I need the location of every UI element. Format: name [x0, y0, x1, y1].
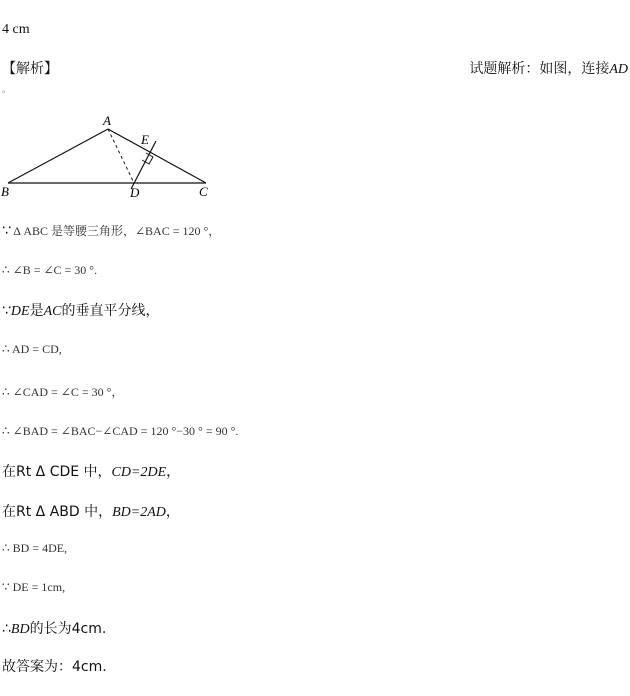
step-5-text: ∠CAD = ∠C = 30 °，: [9, 385, 124, 399]
final-answer: 故答案为：4cm.: [2, 659, 107, 675]
answer-text: 4 cm: [2, 22, 30, 37]
step-8-mid: =2: [130, 505, 148, 520]
step-2-text: ∠B = ∠C = 30 °.: [9, 263, 98, 277]
step-7-b: DE: [147, 465, 167, 480]
step-1-text: Δ ABC 是等腰三角形，∠BAC = 120 °，: [10, 224, 221, 238]
step-5-symbol: ∴: [2, 385, 10, 399]
step-4: [2, 342, 62, 358]
step-3-symbol: ∵: [2, 303, 11, 319]
step-9: [2, 541, 67, 557]
stray-mark: 。: [2, 85, 10, 94]
step-2: [2, 263, 97, 279]
step-4-text: AD = CD,: [9, 342, 62, 356]
step-3-mid: 是: [29, 303, 44, 319]
step-7: [2, 461, 180, 481]
analysis-note-prefix: 试题解析：如图，连接: [469, 61, 610, 77]
step-3-a: DE: [10, 304, 30, 319]
step-8-a: BD: [112, 505, 131, 520]
analysis-label: 【解析】: [2, 61, 58, 77]
step-2-symbol: ∴: [2, 263, 10, 277]
triangle-figure: [0, 110, 230, 200]
step-3-b: AC: [43, 304, 62, 319]
step-10-text: DE = 1cm,: [9, 580, 66, 594]
step-10-symbol: ∵: [2, 580, 10, 594]
step-11-symbol: ∴: [2, 621, 11, 637]
step-6-text: ∠BAD = ∠BAC−∠CAD = 120 °−30 ° = 90 °.: [9, 424, 239, 438]
analysis-note-var: AD: [609, 62, 628, 77]
step-3-tail: 的垂直平分线，: [61, 303, 160, 319]
step-11-tail: 的长为4cm.: [29, 621, 107, 637]
step-7-pre: 在Rt Δ CDE 中，: [2, 464, 112, 480]
step-1-symbol: ∵: [2, 223, 11, 239]
label-b: B: [1, 184, 9, 199]
label-d: D: [130, 185, 140, 200]
step-5: [2, 383, 123, 401]
side-ab: [8, 129, 108, 183]
step-8-pre: 在Rt Δ ABD 中，: [2, 504, 113, 520]
step-1: [2, 222, 220, 240]
step-6-symbol: ∴: [2, 424, 10, 438]
segment-ad: [108, 129, 134, 183]
step-4-symbol: ∴: [2, 342, 10, 356]
step-9-symbol: ∴: [2, 541, 10, 555]
step-8: [2, 501, 180, 521]
step-7-tail: ，: [166, 464, 181, 480]
step-11: [2, 618, 106, 638]
analysis-note: [469, 58, 628, 78]
step-8-tail: ，: [165, 504, 180, 520]
step-9-text: BD = 4DE,: [9, 541, 68, 555]
label-c: C: [199, 184, 208, 199]
side-ac: [108, 129, 206, 183]
step-7-a: CD: [111, 465, 131, 480]
label-a: A: [103, 113, 111, 128]
step-7-mid: =2: [131, 465, 148, 480]
step-10: [2, 580, 65, 596]
step-11-a: BD: [10, 622, 30, 637]
step-6: [2, 424, 238, 440]
label-e: E: [141, 132, 149, 147]
step-3: [2, 300, 159, 320]
step-8-b: AD: [147, 505, 166, 520]
